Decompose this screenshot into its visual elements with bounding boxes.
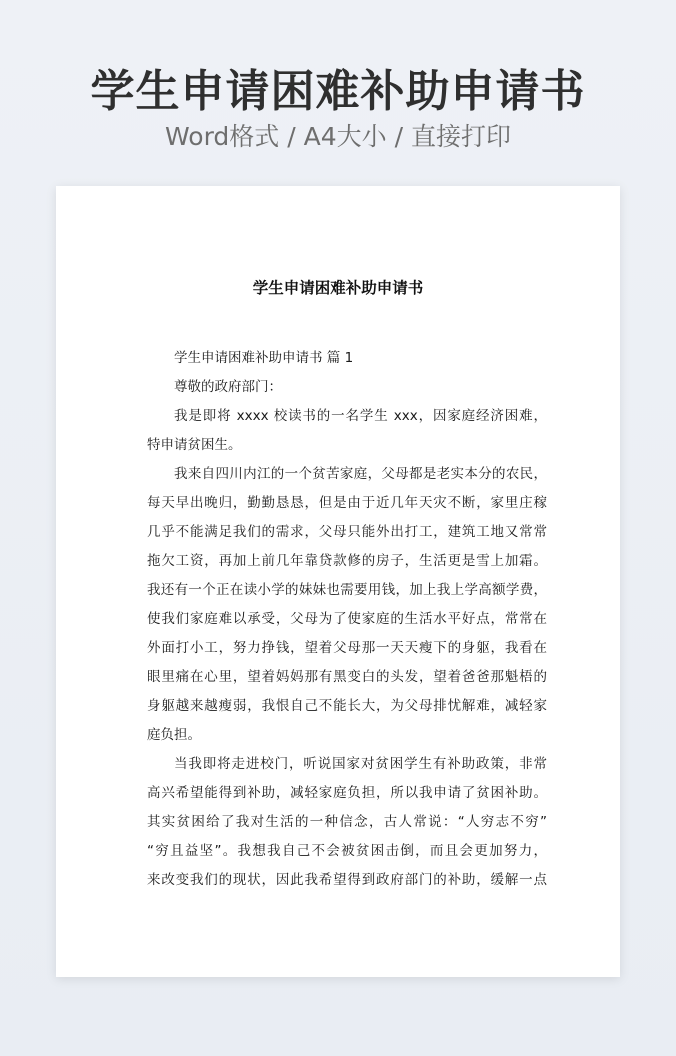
document-line: 几乎不能满足我们的需求，父母只能外出打工，建筑工地又常常 xyxy=(147,524,547,540)
document-line: 每天早出晚归，勤勤恳恳，但是由于近几年天灾不断，家里庄稼 xyxy=(147,495,547,511)
document-page xyxy=(56,186,620,977)
document-title: 学生申请困难补助申请书 xyxy=(252,279,424,297)
document-line: 当我即将走进校门，听说国家对贫困学生有补助政策，非常 xyxy=(174,756,547,772)
document-line: 身躯越来越瘦弱，我恨自己不能长大，为父母排忧解难，减轻家 xyxy=(147,698,547,714)
document-line: 高兴希望能得到补助，减轻家庭负担，所以我申请了贫困补助。 xyxy=(147,785,547,801)
document-line: 眼里痛在心里，望着妈妈那有黑变白的头发，望着爸爸那魁梧的 xyxy=(147,669,547,685)
document-line: 来改变我们的现状，因此我希望得到政府部门的补助，缓解一点 xyxy=(147,872,547,888)
banner-title: 学生申请困难补助申请书 xyxy=(90,66,586,117)
document-line: 我是即将 xxxx 校读书的一名学生 xxx，因家庭经济困难， xyxy=(174,408,547,424)
document-line: 使我们家庭难以承受，父母为了使家庭的生活水平好点，常常在 xyxy=(147,611,547,627)
document-line: 拖欠工资，再加上前几年靠贷款修的房子，生活更是雪上加霜。 xyxy=(147,553,547,569)
document-body xyxy=(147,344,547,895)
document-line: 学生申请困难补助申请书 篇 1 xyxy=(174,350,354,366)
document-line: “穷且益坚”。我想我自己不会被贫困击倒，而且会更加努力， xyxy=(147,843,547,859)
document-line: 我来自四川内江的一个贫苦家庭，父母都是老实本分的农民， xyxy=(174,466,547,482)
document-line: 其实贫困给了我对生活的一种信念，古人常说：“人穷志不穷” xyxy=(147,814,547,830)
document-line: 外面打小工，努力挣钱，望着父母那一天天瘦下的身躯，我看在 xyxy=(147,640,547,656)
document-line: 尊敬的政府部门： xyxy=(174,379,282,395)
document-line: 特申请贫困生。 xyxy=(147,437,242,453)
banner-subtitle: Word格式 / A4大小 / 直接打印 xyxy=(165,122,511,151)
document-line: 庭负担。 xyxy=(147,727,201,743)
document-line: 我还有一个正在读小学的妹妹也需要用钱，加上我上学高额学费， xyxy=(147,582,547,598)
